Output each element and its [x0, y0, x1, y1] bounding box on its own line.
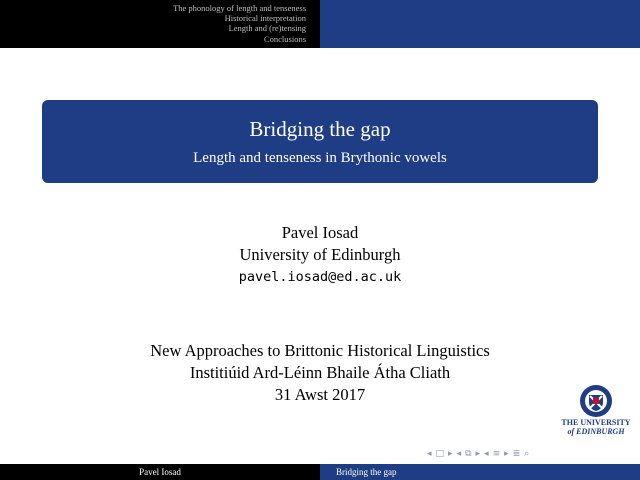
event-date: 31 Awst 2017 [274, 385, 366, 404]
author-institution: University of Edinburgh [239, 245, 401, 264]
subsection-prev-icon[interactable]: ◂ [456, 449, 462, 459]
frame-icon[interactable]: □ [435, 449, 445, 459]
frame-prev-icon[interactable]: ◂ [427, 449, 432, 459]
beamer-navigation-symbols [426, 447, 530, 461]
logo-line-2: of EDINBURGH [567, 427, 625, 436]
presentation-subtitle: Length and tenseness in Brythonic vowels [193, 149, 447, 166]
event-block [0, 340, 640, 406]
university-logo [556, 384, 636, 444]
headline-bar [0, 0, 640, 48]
university-crest-icon [579, 384, 613, 418]
frame-next-icon[interactable]: ▸ [448, 449, 453, 459]
event-venue: Institiúid Ard-Léinn Bhaile Átha Cliath [189, 363, 451, 382]
subsection-next-icon[interactable]: ▸ [475, 449, 481, 459]
section-next-icon[interactable]: ▸ [504, 449, 509, 459]
search-icon[interactable]: ⌕ [524, 449, 530, 459]
title-box [42, 100, 598, 183]
author-block [0, 222, 640, 288]
section-link-length[interactable]: Length and (re)tensing [228, 23, 306, 34]
subsection-icon[interactable]: ⧉ [465, 449, 472, 459]
author-name: Pavel Iosad [281, 223, 359, 242]
section-icon[interactable]: ≡ [492, 449, 501, 459]
logo-line-1: THE UNIVERSITY [561, 418, 631, 427]
section-navigation [0, 0, 320, 48]
footline [0, 464, 640, 480]
presentation-title: Bridging the gap [249, 116, 391, 141]
headline-right-panel [320, 0, 640, 48]
section-link-conclusions[interactable]: Conclusions [263, 33, 306, 44]
author-email[interactable]: pavel.iosad@ed.ac.uk [238, 269, 402, 285]
align-icon[interactable]: ≣ [512, 449, 521, 459]
footer-author: Pavel Iosad [0, 464, 320, 480]
section-link-phonology[interactable]: The phonology of length and tenseness [173, 3, 306, 13]
section-prev-icon[interactable]: ◂ [484, 449, 489, 459]
footer-short-title: Bridging the gap [320, 464, 640, 480]
event-name: New Approaches to Brittonic Historical Linguistics [150, 341, 490, 360]
section-link-historical[interactable]: Historical interpretation [224, 13, 306, 24]
